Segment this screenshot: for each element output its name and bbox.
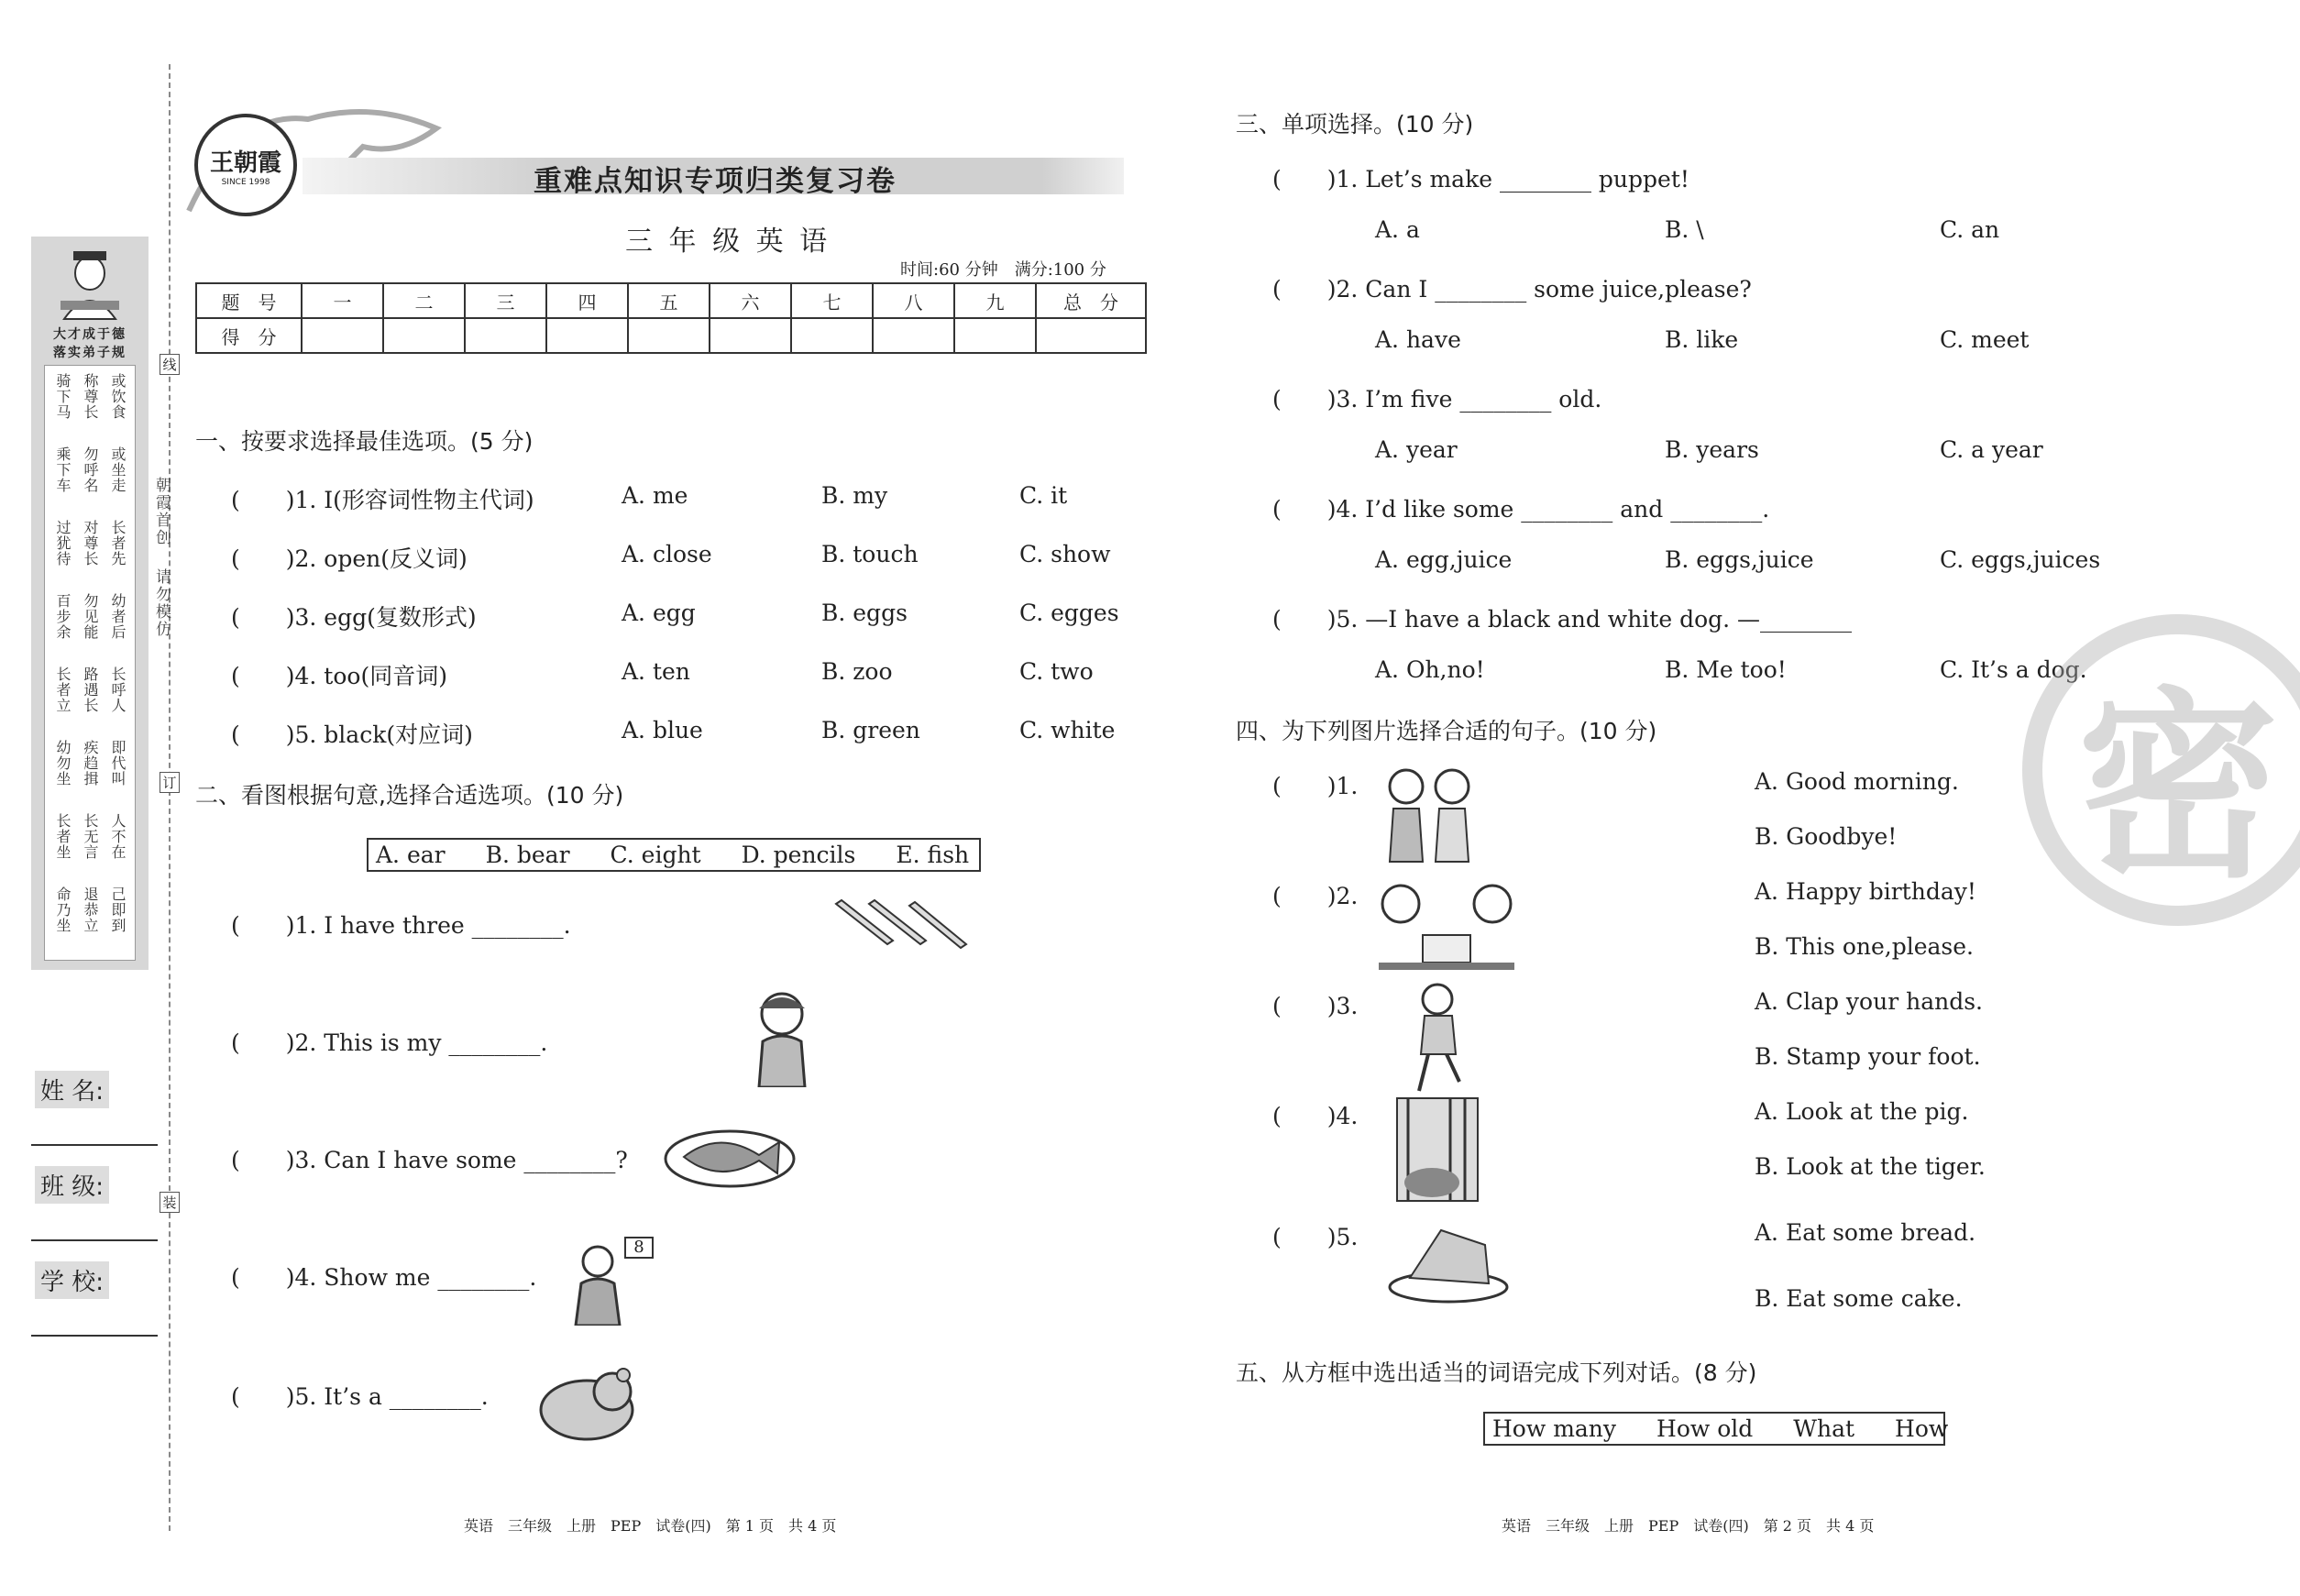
sec5-word-option: How old <box>1656 1415 1754 1442</box>
name-line[interactable] <box>31 1144 158 1146</box>
rule-text: 长者先 <box>109 520 127 567</box>
bread-plate-picture <box>1386 1217 1511 1305</box>
sec1-option-c: C. egges <box>1019 600 1119 626</box>
secret-watermark-text: 密 <box>2076 670 2279 905</box>
sec3-option-b[interactable]: B. like <box>1665 326 1739 353</box>
sec4-option-b[interactable]: B. Stamp your foot. <box>1755 1043 1981 1070</box>
sec3-option-b[interactable]: B. years <box>1665 436 1759 463</box>
sec2-question[interactable]: ( )5. It’s a ________. <box>231 1383 489 1410</box>
seal-text-2: 请勿模仿 <box>152 568 171 638</box>
score-row-label: 得 分 <box>196 318 302 353</box>
sec3-option-c[interactable]: C. It’s a dog. <box>1940 656 2087 683</box>
motto-line-2: 落实弟子规 <box>53 346 127 360</box>
tiger-cage-picture <box>1395 1096 1480 1203</box>
score-header-cell: 六 <box>710 283 791 318</box>
sec3-option-a[interactable]: A. Oh,no! <box>1375 656 1485 683</box>
rule-text: 长者立 <box>54 666 72 713</box>
sec1-option-c: C. it <box>1019 482 1068 509</box>
sec4-question[interactable]: ( )2. <box>1272 883 1359 909</box>
sec4-option-b[interactable]: B. This one,please. <box>1755 933 1974 960</box>
school-label: 学 校: <box>35 1261 109 1299</box>
sec3-option-a[interactable]: A. year <box>1375 436 1458 463</box>
class-label: 班 级: <box>35 1166 109 1204</box>
score-header-cell: 题 号 <box>196 283 302 318</box>
rule-text: 长者坐 <box>54 813 72 860</box>
sec4-question[interactable]: ( )3. <box>1272 993 1359 1019</box>
score-header-cell: 五 <box>628 283 710 318</box>
score-header-cell: 总 分 <box>1036 283 1146 318</box>
rule-text: 勿呼名 <box>82 446 99 493</box>
sec4-option-a[interactable]: A. Eat some bread. <box>1755 1219 1976 1246</box>
sec1-option-c: C. two <box>1019 658 1094 685</box>
sec3-option-a[interactable]: A. have <box>1375 326 1461 353</box>
sec2-question[interactable]: ( )2. This is my ________. <box>231 1029 548 1056</box>
kids-greeting-picture <box>1379 765 1480 864</box>
rule-text: 对尊长 <box>82 520 99 567</box>
score-table <box>195 282 1147 354</box>
score-input-cell[interactable] <box>383 318 465 353</box>
section-2-title: 二、看图根据句意,选择合适选项。(10 分) <box>195 782 624 809</box>
rule-text: 退恭立 <box>82 886 99 933</box>
sec1-option-a: A. ten <box>622 658 690 685</box>
subject-title: 三 年 级 英 语 <box>625 226 831 258</box>
section-5-title: 五、从方框中选出适当的词语完成下列对话。(8 分) <box>1236 1359 1757 1386</box>
score-input-cell[interactable] <box>465 318 546 353</box>
logo-subtext: SINCE 1998 <box>221 177 270 187</box>
time-info: 时间:60 分钟 满分:100 分 <box>900 260 1106 280</box>
binding-mark-top: 线 <box>160 354 180 375</box>
logo-emblem <box>194 114 297 216</box>
score-header-cell: 八 <box>873 283 954 318</box>
sec3-option-c[interactable]: C. an <box>1940 216 2000 243</box>
school-line[interactable] <box>31 1335 158 1337</box>
sec1-option-b: B. green <box>821 717 920 743</box>
motto-line-1: 大才成于德 <box>53 327 127 342</box>
score-input-cell[interactable] <box>302 318 383 353</box>
logo-text: 王朝霞 <box>209 149 281 177</box>
sec2-word-option: C. eight <box>610 842 701 868</box>
sec5-word-option: How <box>1895 1415 1949 1442</box>
section-5-option-box <box>1483 1412 1949 1446</box>
sec1-option-b: B. touch <box>821 541 919 567</box>
pencils-picture <box>832 897 979 959</box>
binding-mark-mid: 订 <box>160 772 180 793</box>
sec1-question[interactable]: ( )5. black(对应词) <box>231 721 473 748</box>
score-header-cell: 一 <box>302 283 383 318</box>
banner-title: 重难点知识专项归类复习卷 <box>534 165 897 198</box>
rule-text: 长无言 <box>82 813 99 860</box>
sec1-question[interactable]: ( )1. I(形容词性物主代词) <box>231 487 534 513</box>
sec3-option-c[interactable]: C. eggs,juices <box>1940 546 2101 573</box>
sec1-question[interactable]: ( )3. egg(复数形式) <box>231 604 477 631</box>
sec3-option-c[interactable]: C. meet <box>1940 326 2030 353</box>
score-header-cell: 四 <box>546 283 628 318</box>
rule-text: 命乃坐 <box>54 886 72 933</box>
sec3-option-b[interactable]: B. Me too! <box>1665 656 1787 683</box>
sec4-option-a[interactable]: A. Clap your hands. <box>1755 988 1983 1015</box>
sec2-word-option: D. pencils <box>741 842 856 868</box>
sidebar-panel <box>31 237 149 970</box>
sec4-option-a[interactable]: A. Happy birthday! <box>1755 878 1976 905</box>
sec1-option-a: A. egg <box>622 600 696 626</box>
rule-text: 勿见能 <box>82 593 99 640</box>
birthday-picture <box>1373 878 1520 974</box>
sec3-option-a[interactable]: A. egg,juice <box>1375 546 1513 573</box>
rules-box <box>44 365 136 961</box>
sec4-question[interactable]: ( )4. <box>1272 1103 1359 1129</box>
sec5-word-option: What <box>1793 1415 1855 1442</box>
card-number: 8 <box>633 1238 644 1257</box>
sec4-question[interactable]: ( )5. <box>1272 1224 1359 1250</box>
sec3-question[interactable]: ( )2. Can I ________ some juice,please? <box>1272 276 1752 303</box>
section-1-title: 一、按要求选择最佳选项。(5 分) <box>195 428 534 455</box>
footer-right: 英语 三年级 上册 PEP 试卷(四) 第 2 页 共 4 页 <box>1502 1517 1875 1535</box>
sec1-option-c: C. white <box>1019 717 1116 743</box>
sec5-word-option: How many <box>1492 1415 1617 1442</box>
section-4-title: 四、为下列图片选择合适的句子。(10 分) <box>1236 718 1657 744</box>
rule-text: 长呼人 <box>109 666 127 713</box>
sec4-question[interactable]: ( )1. <box>1272 773 1359 799</box>
section-3-title: 三、单项选择。(10 分) <box>1236 111 1474 138</box>
class-line[interactable] <box>31 1239 158 1241</box>
score-input-cell[interactable] <box>546 318 628 353</box>
name-label: 姓 名: <box>35 1071 109 1108</box>
sec1-option-a: A. close <box>622 541 712 567</box>
binding-mark-bot: 装 <box>160 1192 180 1213</box>
sec1-option-c: C. show <box>1019 541 1111 567</box>
sec2-word-option: A. ear <box>376 842 446 868</box>
rule-text: 人不在 <box>109 813 127 860</box>
score-header-cell: 七 <box>791 283 873 318</box>
sec1-option-b: B. zoo <box>821 658 893 685</box>
rule-text: 疾趋揖 <box>82 740 99 787</box>
footer-left: 英语 三年级 上册 PEP 试卷(四) 第 1 页 共 4 页 <box>464 1517 837 1535</box>
score-input-cell[interactable] <box>628 318 710 353</box>
score-input-cell[interactable] <box>1036 318 1146 353</box>
score-header-cell: 三 <box>465 283 546 318</box>
rule-text: 路遇长 <box>82 666 99 713</box>
rule-text: 即代叫 <box>109 740 127 787</box>
rule-text: 或坐走 <box>109 446 127 493</box>
sec4-option-b[interactable]: B. Goodbye! <box>1755 823 1898 850</box>
sec2-question[interactable]: ( )1. I have three ________. <box>231 912 571 939</box>
sec1-option-a: A. blue <box>622 717 703 743</box>
score-input-cell[interactable] <box>710 318 791 353</box>
stamp-foot-picture <box>1401 981 1478 1096</box>
score-input-cell[interactable] <box>791 318 873 353</box>
rule-text: 己即到 <box>109 886 127 933</box>
sec1-option-b: B. eggs <box>821 600 908 626</box>
score-table-score-row <box>196 318 1146 353</box>
sec1-question[interactable]: ( )4. too(同音词) <box>231 663 447 689</box>
rule-text: 乘下车 <box>54 446 72 493</box>
sec2-word-option: E. fish <box>896 842 970 868</box>
seal-text-1: 朝霞首创 <box>152 477 171 546</box>
binding-dashed-line <box>169 64 171 1531</box>
score-input-cell[interactable] <box>873 318 954 353</box>
sec2-question[interactable]: ( )4. Show me ________. <box>231 1264 537 1291</box>
rule-text: 称尊长 <box>82 373 99 420</box>
sec2-word-option: B. bear <box>485 842 570 868</box>
sec3-option-b[interactable]: B. eggs,juice <box>1665 546 1814 573</box>
sec4-option-a[interactable]: A. Good morning. <box>1755 768 1959 795</box>
boy-ear-picture <box>741 986 823 1087</box>
rule-text: 骑下马 <box>54 373 72 420</box>
fish-plate-picture <box>664 1124 796 1188</box>
sec3-question[interactable]: ( )4. I’d like some ________ and ________. <box>1272 496 1770 523</box>
sec1-question[interactable]: ( )2. open(反义词) <box>231 545 468 572</box>
section-2-option-box <box>367 838 981 872</box>
sec3-option-b[interactable]: B. \ <box>1665 216 1704 243</box>
rule-text: 幼勿坐 <box>54 740 72 787</box>
sec4-option-b[interactable]: B. Look at the tiger. <box>1755 1153 1986 1180</box>
score-header-cell: 二 <box>383 283 465 318</box>
scholar-illustration <box>51 246 128 323</box>
sec3-option-c[interactable]: C. a year <box>1940 436 2043 463</box>
score-table-header-row <box>196 283 1146 318</box>
sec1-option-b: B. my <box>821 482 888 509</box>
sec4-option-b[interactable]: B. Eat some cake. <box>1755 1285 1963 1312</box>
rule-text: 过犹待 <box>54 520 72 567</box>
sec3-option-a[interactable]: A. a <box>1375 216 1420 243</box>
score-header-cell: 九 <box>954 283 1036 318</box>
sec3-question[interactable]: ( )5. —I have a black and white dog. —________ <box>1272 606 1853 633</box>
rule-text: 幼者后 <box>109 593 127 640</box>
rule-text: 百步余 <box>54 593 72 640</box>
sec2-question[interactable]: ( )3. Can I have some ________? <box>231 1147 628 1173</box>
bear-picture <box>535 1364 640 1443</box>
sec1-option-a: A. me <box>622 482 688 509</box>
sec4-option-a[interactable]: A. Look at the pig. <box>1755 1098 1969 1125</box>
sec3-question[interactable]: ( )1. Let’s make ________ puppet! <box>1272 166 1689 193</box>
sec3-question[interactable]: ( )3. I’m five ________ old. <box>1272 386 1602 413</box>
score-input-cell[interactable] <box>954 318 1036 353</box>
rule-text: 或饮食 <box>109 373 127 420</box>
